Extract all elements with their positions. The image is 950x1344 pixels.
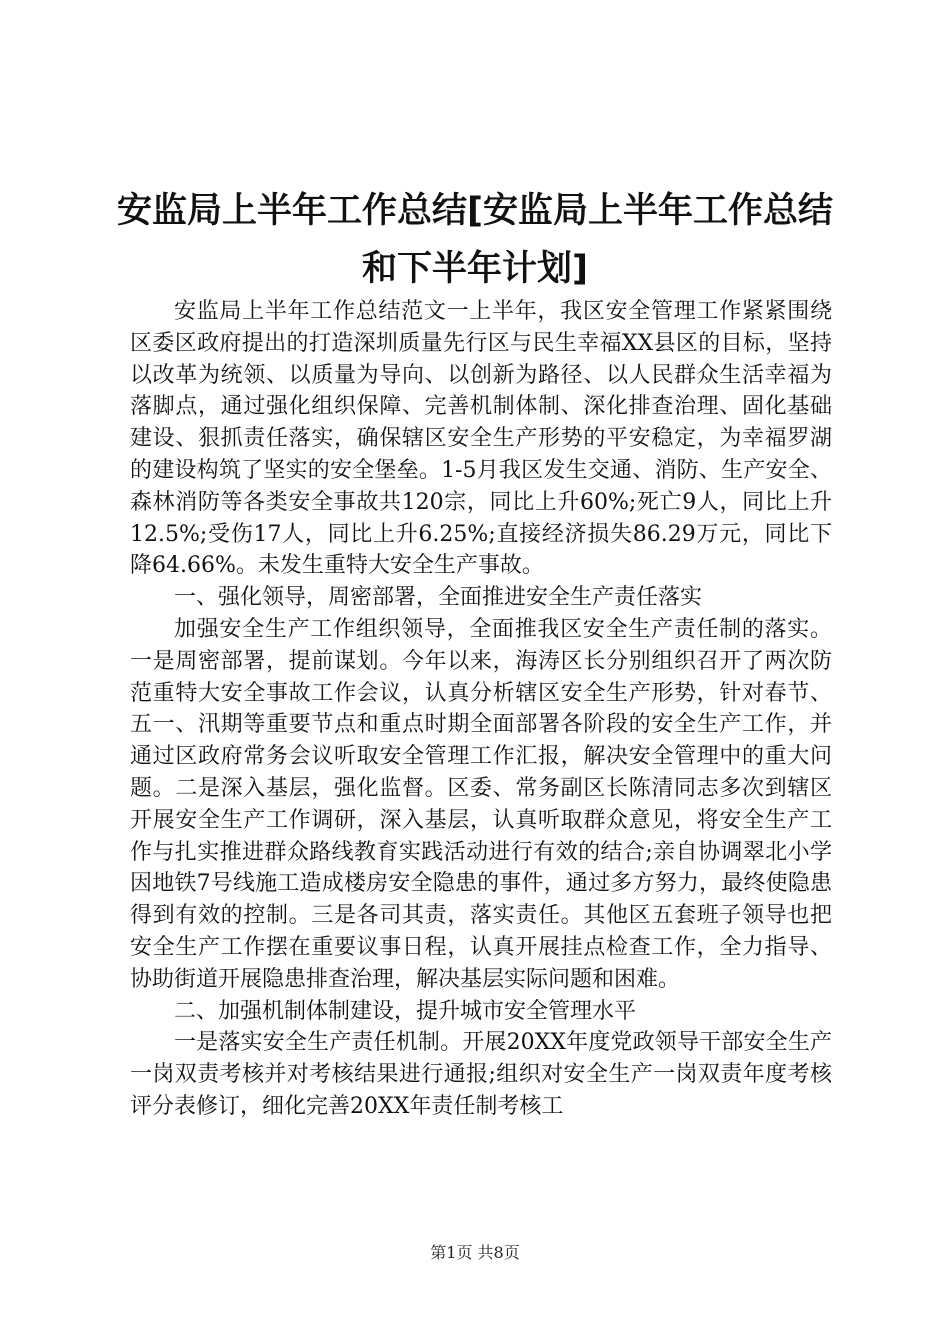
paragraph-section-1: 加强安全生产工作组织领导，全面推我区安全生产责任制的落实。一是周密部署，提前谋划。今年以来，海涛区长分别组织召开了两次防范重特大安全事故工作会议，认真分析辖区安全生产形势，针对春节、五一、汛期等重要节点和重点时期全面部署各阶段的安全生产工作，并通过区政府常务会议听取安全管理工作汇报，解决安全管理中的重大问题。二是深入基层，强化监督。区委、常务副区长陈清同志多次到辖区开展安全生产工作调研，深入基层，认真听取群众意见，将安全生产工作与扎实推进群众路线教育实践活动进行有效的结合;亲自协调翠北小学因地铁7号线施工造成楼房安全隐患的事件，通过多方努力，最终使隐患得到有效的控制。三是各司其责，落实责任。其他区五套班子领导也把安全生产工作摆在重要议事日程，认真开展挂点检查工作，全力指导、协助街道开展隐患排查治理，解决基层实际问题和困难。: [130, 616, 832, 992]
paragraph-intro: 安监局上半年工作总结范文一上半年，我区安全管理工作紧紧围绕区委区政府提出的打造深圳质量先行区与民生幸福XX县区的目标，坚持以改革为统领、以质量为导向、以创新为路径、以人民群众生活幸福为落脚点，通过强化组织保障、完善机制体制、深化排查治理、固化基础建设、狠抓责任落实，确保辖区安全生产形势的平安稳定，为幸福罗湖的建设构筑了坚实的安全堡垒。1-5月我区发生交通、消防、生产安全、森林消防等各类安全事故共120宗，同比上升60%;死亡9人，同比上升12.5%;受伤17人，同比上升6.25%;直接经济损失86.29万元，同比下降64.66%。未发生重特大安全生产事故。: [130, 299, 832, 579]
document-title: 安监局上半年工作总结[安监局上半年工作总结和下半年计划]: [117, 191, 833, 289]
paragraph-section-2: 一是落实安全生产责任机制。开展20XX年度党政领导干部安全生产一岗双责考核并对考核结果进行通报;组织对安全生产一岗双责年度考核评分表修订，细化完善20XX年责任制考核工: [130, 1030, 832, 1119]
document-body: [130, 296, 832, 1123]
section-heading-1: 一、强化领导，周密部署，全面推进安全生产责任落实: [174, 585, 703, 611]
section-heading-2: 二、加强机制体制建设，提升城市安全管理水平: [174, 998, 637, 1024]
page-number-footer: 第1页 共8页: [430, 1243, 520, 1262]
